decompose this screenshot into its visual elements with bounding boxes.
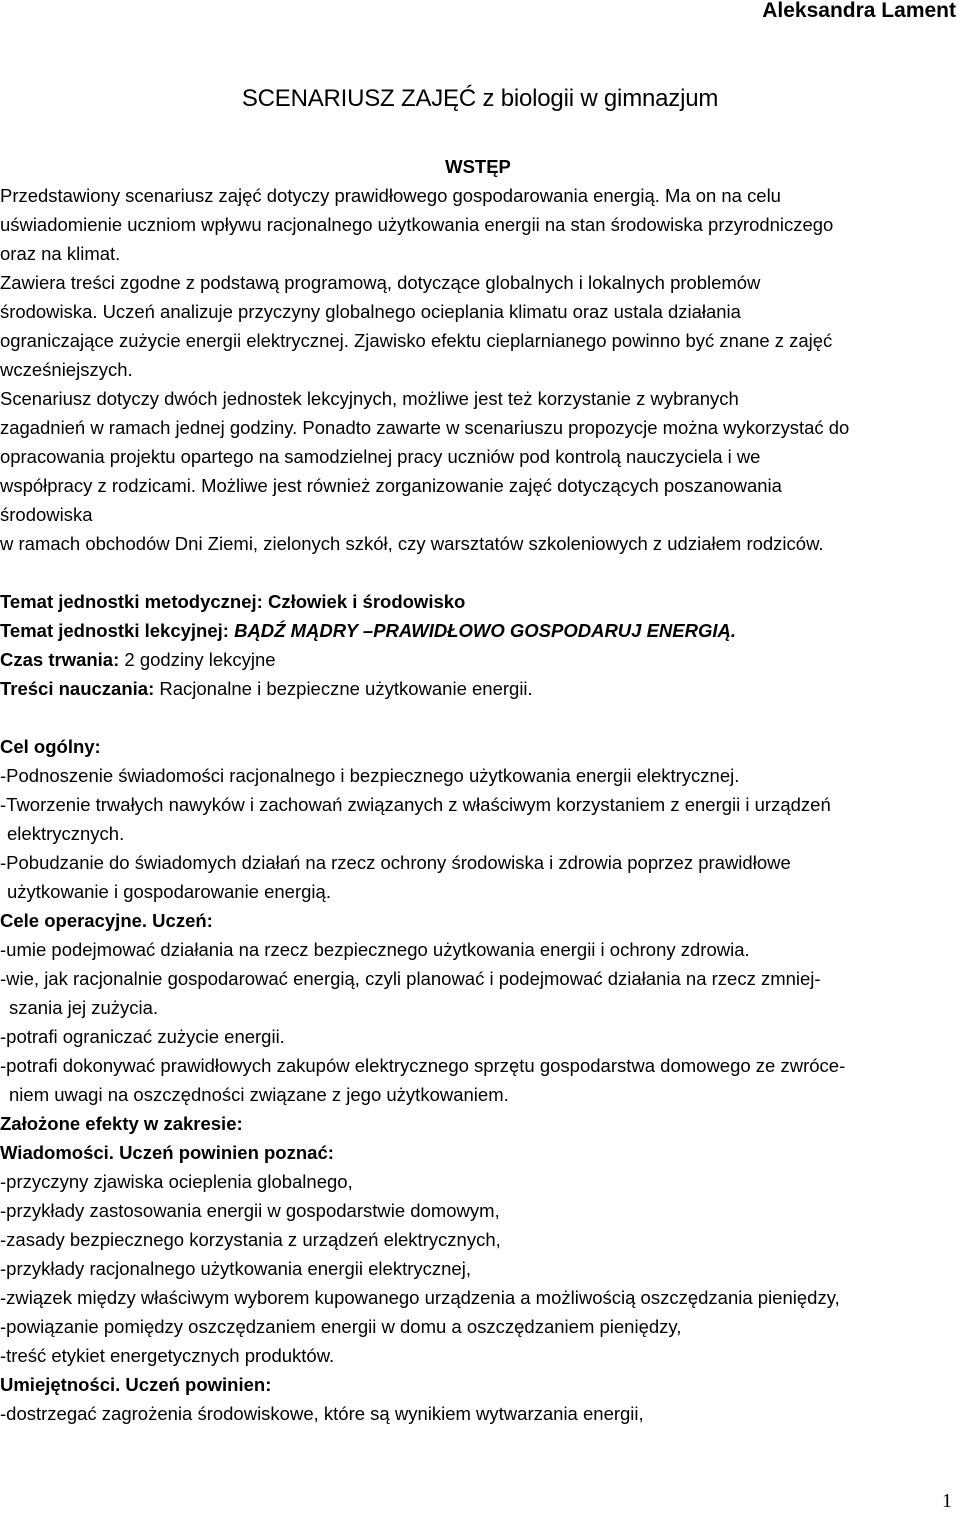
knowledge-item: -przykłady racjonalnego użytkowania energii elektrycznej, [0,1258,471,1279]
operational-goal-line: szania jej zużycia. [9,997,159,1018]
page-number: 1 [942,1490,952,1512]
operational-goal-line: -potrafi ograniczać zużycie energii. [0,1026,285,1047]
teaching-content [0,674,956,703]
knowledge-item: -przyczyny zjawiska ocieplenia globalnego, [0,1171,353,1192]
knowledge-item: -treść etykiet energetycznych produktów. [0,1345,335,1366]
general-goal-line: -Pobudzanie do świadomych działań na rzecz ochrony środowiska i zdrowia poprzez prawidłowe [0,852,791,873]
intro-line: oraz na klimat. [0,243,121,264]
general-goal-line: elektrycznych. [7,823,125,844]
document-body [0,152,956,1428]
knowledge-item: -powiązanie pomiędzy oszczędzaniem energii w domu a oszczędzaniem pieniędzy, [0,1316,682,1337]
lesson-topic [0,616,956,645]
general-goal-line: użytkowanie i gospodarowanie energią. [7,881,331,902]
duration-value: 2 godziny lekcyjne [124,649,276,670]
knowledge-item: -związek między właściwym wyborem kupowanego urządzenia a możliwością oszczędzania pieniędzy, [0,1287,840,1308]
teaching-content-value: Racjonalne i bezpieczne użytkowanie energii. [159,678,533,699]
intro-line: w ramach obchodów Dni Ziemi, zielonych szkół, czy warsztatów szkoleniowych z udziałem rodziców. [0,533,824,554]
document-title: SCENARIUSZ ZAJĘĆ z biologii w gimnazjum [241,85,719,112]
general-goal-line: -Podnoszenie świadomości racjonalnego i bezpiecznego użytkowania energii elektrycznej. [0,765,740,786]
teaching-content-label: Treści nauczania: [0,678,155,699]
author-name: Aleksandra Lament [762,0,956,22]
knowledge-heading: Wiadomości. Uczeń powinien poznać: [0,1142,334,1163]
duration-label: Czas trwania: [0,649,120,670]
spacer [0,703,956,732]
intro-line: Scenariusz dotyczy dwóch jednostek lekcyjnych, możliwe jest też korzystanie z wybranych [0,388,739,409]
intro-line: współpracy z rodzicami. Możliwe jest również zorganizowanie zajęć dotyczących poszanowania [0,475,782,496]
intro-line: ograniczające zużycie energii elektrycznej. Zjawisko efektu cieplarnianego powinno być znane z zajęć [0,330,833,351]
duration [0,645,956,674]
operational-goals-heading: Cele operacyjne. Uczeń: [0,910,213,931]
knowledge-item: -zasady bezpiecznego korzystania z urządzeń elektrycznych, [0,1229,501,1250]
skills-item: -dostrzegać zagrożenia środowiskowe, które są wynikiem wytwarzania energii, [0,1403,644,1424]
methodical-topic: Temat jednostki metodycznej: Człowiek i środowisko [0,591,466,612]
general-goal-line: -Tworzenie trwałych nawyków i zachowań związanych z właściwym korzystaniem z energii i urządzeń [0,794,831,815]
intro-line: wcześniejszych. [0,359,133,380]
lesson-topic-label: Temat jednostki lekcyjnej: [0,620,229,641]
operational-goal-line: -umie podejmować działania na rzecz bezpiecznego użytkowania energii i ochrony zdrowia. [0,939,750,960]
knowledge-item: -przykłady zastosowania energii w gospodarstwie domowym, [0,1200,500,1221]
intro-line: zagadnień w ramach jednej godziny. Ponadto zawarte w scenariuszu propozycje można wykorzystać do [0,417,850,438]
intro-line: środowiska. Uczeń analizuje przyczyny globalnego ocieplania klimatu oraz ustala działania [0,301,741,322]
effects-heading: Założone efekty w zakresie: [0,1113,243,1134]
intro-line: uświadomienie uczniom wpływu racjonalnego użytkowania energii na stan środowiska przyrodniczego [0,214,834,235]
intro-line: środowiska [0,504,93,525]
lesson-topic-value: BĄDŹ MĄDRY –PRAWIDŁOWO GOSPODARUJ ENERGIĄ. [234,620,737,641]
spacer [0,558,956,587]
operational-goal-line: -wie, jak racjonalnie gospodarować energią, czyli planować i podejmować działania na rzecz zmniej- [0,968,821,989]
intro-line: Przedstawiony scenariusz zajęć dotyczy prawidłowego gospodarowania energią. Ma on na celu [0,185,781,206]
general-goal-heading: Cel ogólny: [0,736,101,757]
operational-goal-line: -potrafi dokonywać prawidłowych zakupów elektrycznego sprzętu gospodarstwa domowego ze zwróce- [0,1055,846,1076]
operational-goal-line: niem uwagi na oszczędności związane z jego użytkowaniem. [9,1084,509,1105]
intro-line: opracowania projektu opartego na samodzielnej pracy uczniów pod kontrolą nauczyciela i we [0,446,761,467]
skills-heading: Umiejętności. Uczeń powinien: [0,1374,272,1395]
intro-heading: WSTĘP [445,156,511,177]
intro-line: Zawiera treści zgodne z podstawą programową, dotyczące globalnych i lokalnych problemów [0,272,761,293]
